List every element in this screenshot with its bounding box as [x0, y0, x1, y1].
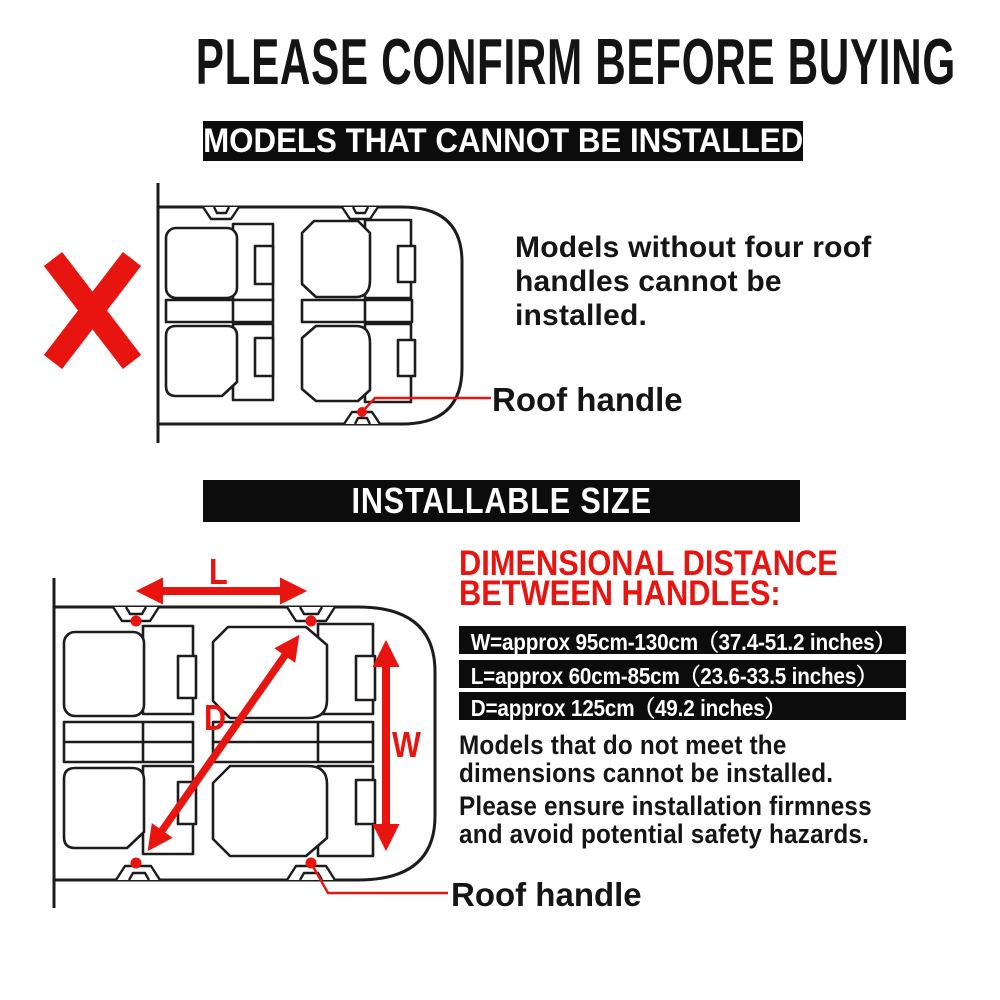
note-line: installed.	[515, 299, 648, 332]
spec-bar-width	[459, 626, 906, 654]
roof-handle-icon	[287, 858, 335, 881]
front-seats	[302, 220, 415, 402]
roof-handle-label: Roof handle	[492, 381, 683, 418]
spec-bar-length-text: L=approx 60cm-85cm（23.6-33.5 inches）	[470, 662, 877, 689]
dimension-label-l: L	[209, 551, 228, 592]
heading-line: DIMENSIONAL DISTANCE	[459, 544, 838, 583]
note-line: Models without four roof	[515, 231, 872, 264]
rear-seats	[64, 626, 196, 854]
size-note-1	[459, 731, 833, 787]
note-line: Please ensure installation firmness	[459, 791, 872, 821]
roof-handle-icon	[116, 858, 160, 881]
roof-handle-label: Roof handle	[451, 876, 642, 913]
size-note-2	[459, 792, 872, 848]
spec-bar-width-text: W=approx 95cm-130cm（37.4-51.2 inches）	[470, 628, 895, 655]
page-title-text: PLEASE CONFIRM BEFORE BUYING	[195, 25, 956, 99]
section-header-cannot-install-text: MODELS THAT CANNOT BE INSTALLED	[202, 121, 804, 160]
car-top-view-cannot-install	[53, 183, 491, 443]
rear-seats	[166, 224, 273, 400]
cross-icon	[53, 259, 132, 362]
spec-bar-length	[459, 660, 906, 688]
page-title	[0, 24, 1000, 98]
heading-line: BETWEEN HANDLES:	[459, 574, 781, 613]
cannot-install-note	[515, 231, 871, 333]
car-top-view-installable	[54, 578, 448, 908]
section-header-cannot-install	[203, 121, 803, 161]
section-header-installable-size	[203, 480, 800, 522]
front-seats	[213, 624, 375, 856]
note-line: and avoid potential safety hazards.	[459, 819, 870, 849]
note-line: handles cannot be	[515, 265, 782, 298]
spec-bar-diagonal	[459, 692, 906, 720]
roof-handle-icon	[203, 207, 239, 219]
spec-bar-diagonal-text: D=approx 125cm（49.2 inches）	[470, 694, 786, 721]
dimension-label-w: W	[392, 724, 421, 765]
note-line: Models that do not meet the	[459, 730, 787, 760]
roof-handle-icon	[113, 607, 159, 627]
section-header-installable-size-text: INSTALLABLE SIZE	[351, 480, 652, 521]
dimension-label-d: D	[204, 697, 227, 738]
dimensional-distance-heading	[459, 544, 838, 613]
roof-handle-icon	[342, 207, 378, 219]
note-line: dimensions cannot be installed.	[459, 758, 834, 788]
